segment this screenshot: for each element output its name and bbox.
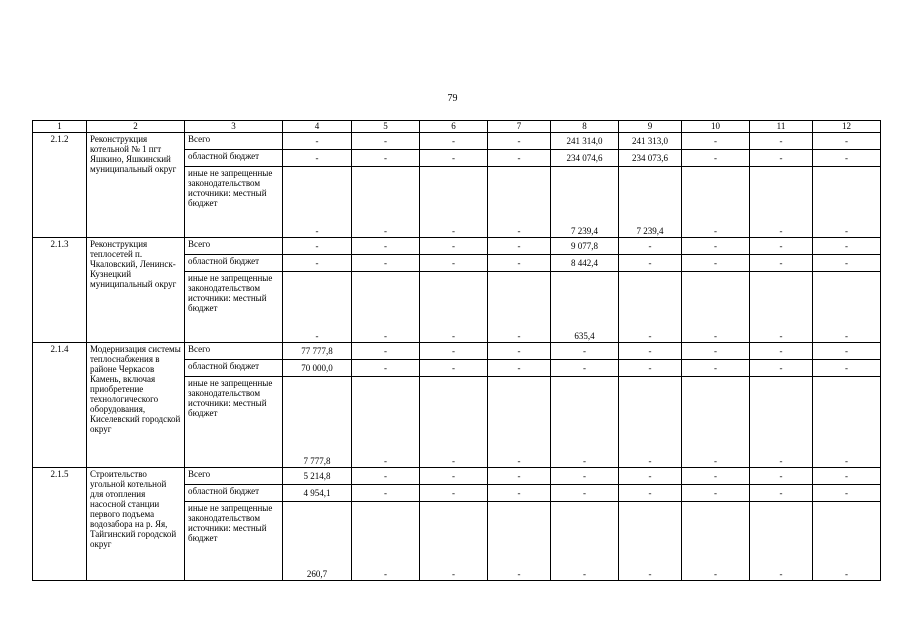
- value-cell: 9 077,8: [551, 238, 619, 255]
- value-cell: -: [420, 485, 488, 502]
- value-cell: -: [750, 255, 813, 272]
- value-cell: -: [352, 133, 420, 150]
- value-cell: -: [813, 360, 881, 377]
- value-cell: -: [750, 272, 813, 343]
- page-number: 79: [447, 93, 458, 104]
- value-cell: 8 442,4: [551, 255, 619, 272]
- value-cell: 77 777,8: [283, 343, 352, 360]
- funding-source: областной бюджет: [185, 360, 283, 377]
- value-cell: -: [750, 343, 813, 360]
- value-cell: -: [352, 502, 420, 581]
- column-header: 5: [352, 121, 420, 133]
- value-cell: -: [352, 150, 420, 167]
- funding-source: иные не запрещенные законодательством источники: местный бюджет: [185, 502, 283, 581]
- funding-source: Всего: [185, 238, 283, 255]
- value-cell: -: [352, 343, 420, 360]
- measure-number: 2.1.3: [33, 238, 87, 343]
- measure-number: 2.1.2: [33, 133, 87, 238]
- value-cell: -: [750, 502, 813, 581]
- value-cell: -: [488, 360, 551, 377]
- value-cell: -: [488, 272, 551, 343]
- value-cell: -: [420, 167, 488, 238]
- value-cell: -: [682, 133, 750, 150]
- value-cell: -: [488, 485, 551, 502]
- value-cell: -: [420, 377, 488, 468]
- value-cell: -: [420, 150, 488, 167]
- funding-source: иные не запрещенные законодательством источники: местный бюджет: [185, 167, 283, 238]
- value-cell: -: [420, 468, 488, 485]
- value-cell: 4 954,1: [283, 485, 352, 502]
- value-cell: -: [750, 360, 813, 377]
- value-cell: -: [420, 238, 488, 255]
- value-cell: -: [750, 377, 813, 468]
- value-cell: -: [420, 502, 488, 581]
- value-cell: -: [283, 255, 352, 272]
- value-cell: 7 777,8: [283, 377, 352, 468]
- value-cell: -: [682, 238, 750, 255]
- value-cell: -: [488, 255, 551, 272]
- value-cell: -: [813, 377, 881, 468]
- value-cell: -: [619, 485, 682, 502]
- value-cell: -: [352, 377, 420, 468]
- value-cell: 241 314,0: [551, 133, 619, 150]
- value-cell: -: [488, 238, 551, 255]
- value-cell: -: [813, 167, 881, 238]
- value-cell: -: [551, 485, 619, 502]
- value-cell: -: [283, 150, 352, 167]
- value-cell: -: [488, 343, 551, 360]
- value-cell: 7 239,4: [619, 167, 682, 238]
- table-row: [33, 343, 881, 360]
- value-cell: 234 073,6: [619, 150, 682, 167]
- value-cell: -: [619, 468, 682, 485]
- value-cell: -: [619, 502, 682, 581]
- value-cell: -: [420, 343, 488, 360]
- value-cell: -: [488, 150, 551, 167]
- column-header: 6: [420, 121, 488, 133]
- value-cell: -: [283, 272, 352, 343]
- column-header: 11: [750, 121, 813, 133]
- value-cell: -: [619, 377, 682, 468]
- column-header: 8: [551, 121, 619, 133]
- funding-source: Всего: [185, 468, 283, 485]
- table-row: [33, 133, 881, 150]
- funding-source: иные не запрещенные законодательством источники: местный бюджет: [185, 377, 283, 468]
- value-cell: -: [283, 238, 352, 255]
- value-cell: -: [750, 133, 813, 150]
- value-cell: -: [551, 468, 619, 485]
- value-cell: -: [813, 133, 881, 150]
- column-header: 7: [488, 121, 551, 133]
- value-cell: -: [551, 377, 619, 468]
- value-cell: -: [551, 343, 619, 360]
- value-cell: -: [619, 343, 682, 360]
- value-cell: -: [283, 167, 352, 238]
- column-header: 1: [33, 121, 87, 133]
- table-row: [33, 468, 881, 485]
- value-cell: -: [813, 150, 881, 167]
- column-header: 3: [185, 121, 283, 133]
- funding-source: Всего: [185, 343, 283, 360]
- value-cell: -: [619, 255, 682, 272]
- value-cell: -: [420, 360, 488, 377]
- value-cell: -: [420, 255, 488, 272]
- measure-name: Модернизация системы теплоснабжения в районе Черкасов Камень, включая приобретение технологического оборудования, Киселевский городской округ: [87, 343, 185, 468]
- budget-table: [32, 120, 881, 581]
- value-cell: -: [488, 133, 551, 150]
- column-header: 12: [813, 121, 881, 133]
- value-cell: -: [420, 133, 488, 150]
- value-cell: -: [283, 133, 352, 150]
- measure-name: Реконструкция котельной № 1 пгт Яшкино, Яшкинский муниципальный округ: [87, 133, 185, 238]
- value-cell: -: [352, 238, 420, 255]
- column-header: 4: [283, 121, 352, 133]
- measure-name: Строительство угольной котельной для отопления насосной станции первого подъема водозабора на р. Яя, Тайгинский городской округ: [87, 468, 185, 581]
- column-header: 2: [87, 121, 185, 133]
- value-cell: -: [750, 150, 813, 167]
- value-cell: -: [488, 502, 551, 581]
- value-cell: -: [352, 360, 420, 377]
- value-cell: 241 313,0: [619, 133, 682, 150]
- value-cell: 7 239,4: [551, 167, 619, 238]
- funding-source: областной бюджет: [185, 255, 283, 272]
- value-cell: 635,4: [551, 272, 619, 343]
- value-cell: -: [352, 255, 420, 272]
- value-cell: -: [682, 468, 750, 485]
- value-cell: -: [352, 485, 420, 502]
- funding-source: областной бюджет: [185, 485, 283, 502]
- measure-number: 2.1.5: [33, 468, 87, 581]
- value-cell: -: [813, 343, 881, 360]
- value-cell: -: [619, 238, 682, 255]
- value-cell: -: [551, 502, 619, 581]
- value-cell: -: [352, 468, 420, 485]
- funding-source: областной бюджет: [185, 150, 283, 167]
- value-cell: -: [813, 238, 881, 255]
- value-cell: 5 214,8: [283, 468, 352, 485]
- value-cell: -: [813, 272, 881, 343]
- value-cell: -: [813, 468, 881, 485]
- value-cell: -: [352, 272, 420, 343]
- value-cell: -: [682, 343, 750, 360]
- value-cell: -: [420, 272, 488, 343]
- value-cell: 260,7: [283, 502, 352, 581]
- column-header: 10: [682, 121, 750, 133]
- value-cell: -: [488, 468, 551, 485]
- funding-source: иные не запрещенные законодательством источники: местный бюджет: [185, 272, 283, 343]
- value-cell: -: [682, 167, 750, 238]
- value-cell: -: [551, 360, 619, 377]
- value-cell: -: [488, 377, 551, 468]
- value-cell: -: [682, 502, 750, 581]
- value-cell: 70 000,0: [283, 360, 352, 377]
- measure-name: Реконструкция теплосетей п. Чкаловский, Ленинск-Кузнецкий муниципальный округ: [87, 238, 185, 343]
- value-cell: -: [682, 255, 750, 272]
- value-cell: -: [619, 272, 682, 343]
- value-cell: -: [682, 485, 750, 502]
- value-cell: -: [750, 238, 813, 255]
- value-cell: 234 074,6: [551, 150, 619, 167]
- value-cell: -: [813, 255, 881, 272]
- value-cell: -: [813, 485, 881, 502]
- value-cell: -: [619, 360, 682, 377]
- column-header: 9: [619, 121, 682, 133]
- table-row: [33, 238, 881, 255]
- value-cell: -: [682, 377, 750, 468]
- funding-source: Всего: [185, 133, 283, 150]
- value-cell: -: [750, 167, 813, 238]
- value-cell: -: [352, 167, 420, 238]
- value-cell: -: [488, 167, 551, 238]
- value-cell: -: [750, 485, 813, 502]
- value-cell: -: [682, 360, 750, 377]
- header-row: [33, 121, 881, 133]
- value-cell: -: [750, 468, 813, 485]
- value-cell: -: [813, 502, 881, 581]
- measure-number: 2.1.4: [33, 343, 87, 468]
- value-cell: -: [682, 150, 750, 167]
- value-cell: -: [682, 272, 750, 343]
